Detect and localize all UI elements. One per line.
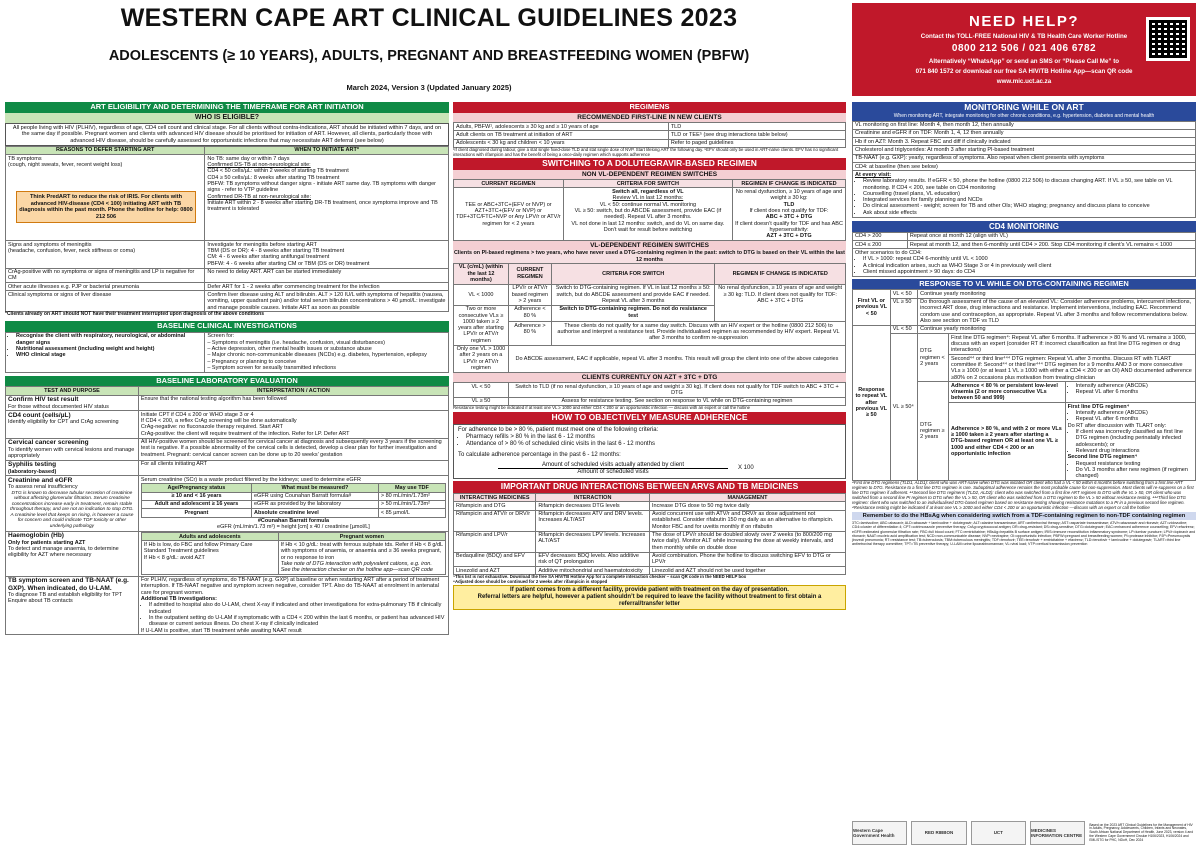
eligibility-title: ART ELIGIBILITY AND DETERMINING THE TIMEFRAME FOR ART INITIATION bbox=[5, 102, 449, 113]
resp-first: First VL or previous VL < 50 bbox=[853, 290, 891, 326]
hb-th1: Adults and adolescents bbox=[141, 533, 278, 541]
resp-rep: Response to repeat VL after previous VL ≥ 50 bbox=[853, 325, 891, 480]
resp-g1b: Continue yearly monitoring bbox=[918, 325, 1196, 333]
resp-f2a: VL ≥ 50 bbox=[890, 298, 917, 325]
resp-gt-b7: • Request resistance testing bbox=[1076, 461, 1193, 467]
monitoring-sub: When monitoring ART, integrate monitoring for other chronic conditions, e.g. hypertension, diabetes and mental health bbox=[852, 114, 1196, 121]
lab-hiv-rule: Ensure that the national testing algorithm has been followed bbox=[138, 395, 448, 411]
resp-gt-a2: • Repeat VL after 6 months bbox=[1076, 389, 1193, 395]
mon-7: At every visit: bbox=[855, 171, 892, 178]
page-subtitle: ADOLESCENTS (≥ 10 YEARS), ADULTS, PREGNANT AND BREASTFEEDING WOMEN (PBFW) bbox=[108, 48, 750, 64]
baseline-lab-title: BASELINE LABORATORY EVALUATION bbox=[5, 376, 449, 387]
vl-th1: VL (c/mL) (within the last 12 months) bbox=[454, 263, 509, 284]
creat-row2-c: > 50 mL/min/1.73m² bbox=[378, 500, 445, 508]
regimens-title: REGIMENS bbox=[453, 102, 846, 113]
reg-row3-a: Adolescents < 30 kg and children < 10 years bbox=[454, 139, 669, 147]
lab-col1: TEST AND PURPOSE bbox=[6, 387, 139, 395]
resp-dtg-lt2: DTG regimen < 2 years bbox=[918, 334, 949, 382]
vl-th2: CURRENT REGIMEN bbox=[508, 263, 551, 284]
switch-title: SWITCHING TO A DOLUTEGRAVIR-BASED REGIMEN bbox=[453, 158, 846, 170]
creat-th3: May use TDF bbox=[378, 484, 445, 492]
adherence-numerator: Amount of scheduled visits actually attended by client bbox=[498, 462, 728, 470]
resp-gt-b0: First line DTG regimen⁴ bbox=[1067, 403, 1130, 410]
baseline-lab-table bbox=[5, 386, 449, 635]
interaction-cell: Rifampicin decreases DTG levels bbox=[536, 502, 650, 510]
page-title: WESTERN CAPE ART CLINICAL GUIDELINES 2023 bbox=[120, 4, 738, 32]
adherence-t3: • Attendance of > 80 % of scheduled clinic visits in the last 6 - 12 months bbox=[466, 441, 841, 448]
resp-gt-b6: Second line DTG regimen⁴ bbox=[1067, 454, 1138, 461]
lab-cervical-rule: All HIV-positive women should be screened for cervical cancer at diagnosis and subsequently every 3 years if the screening test is negative. If a possible abnormality of the cervical cells is detected, develop a clear plan for further investigation and treatment. Pregnant: cervical cancer screen can be done up to 20 weeks’ gestation bbox=[138, 438, 448, 460]
qr-code-icon[interactable] bbox=[1146, 17, 1190, 61]
creat-row2-a: Adult and adolescent ≥ 16 years bbox=[141, 500, 251, 508]
clin-screen-2: – Symptoms of meningitis (i.e. headache, confusion, visual disturbances) bbox=[207, 339, 385, 346]
adherence-t4: To calculate adherence percentage in the past 6 - 12 months: bbox=[458, 451, 621, 458]
resp-f1a: VL < 50 bbox=[890, 290, 917, 298]
adherence-t1: For adherence to be > 80 %, patient must meet one of the following criteria: bbox=[458, 426, 659, 433]
vl-row2-b2: Adherence > 80 % bbox=[508, 322, 551, 345]
hb-preg-2: Take note of DTG interaction with polyvalent cations, e.g. iron. See the interaction checker on the hotline app—scan QR code bbox=[280, 560, 433, 574]
lab-col2: INTERPRETATION / ACTION bbox=[138, 387, 448, 395]
red-ribbon-logo: RED RIBBON bbox=[911, 821, 966, 845]
resp-g1a: VL < 50 bbox=[890, 325, 917, 333]
counahan-formula: eGFR (mL/min/1.73 m²) = height [cm] x 40 / creatinine [µmol/L] bbox=[217, 523, 370, 530]
cd4-rule-2: If CD4 < 200, a reflex CrAg screening will be done automatically bbox=[140, 418, 297, 425]
middle-column bbox=[453, 102, 846, 610]
creat-row1-b: eGFR using Counahan Barratt formula# bbox=[252, 492, 379, 500]
cd4-rule-1: Initiate CPT if CD4 ≤ 200 or WHO stage 3 or 4 bbox=[140, 411, 254, 418]
nonvl-c2e: VL not done in last 12 months: switch, and do VL on same day. Don’t wait for result before switching bbox=[571, 220, 725, 233]
vl-row2-c2: These clients do not qualify for a same day switch. Discuss with an HIV expert or the hotline (0800 212 506) to authorise and interpret a resistance test. Provide individualised regimen as recommended by HIV expert. Repeat VL after 3 months to confirm re-suppression bbox=[551, 322, 845, 345]
baseline-clin-table bbox=[5, 332, 449, 373]
help-url[interactable]: www.mic.uct.ac.za bbox=[996, 78, 1052, 86]
clin-screen-1: Screen for: bbox=[207, 333, 235, 340]
cd4-row2-a: CD4 ≤ 200 bbox=[853, 241, 908, 249]
help-phone[interactable]: 0800 212 506 / 021 406 6782 bbox=[951, 43, 1097, 55]
resp-gt-a: Adherence < 80 % or persistent low-level viraemia (2 or more consecutive VLs between 50 and 999) bbox=[949, 382, 1066, 403]
tb-rule-7: Initiate ART within 2 - 8 weeks after starting DR-TB treatment, once symptoms improve and TB treatment is tolerated bbox=[207, 199, 438, 213]
mon-6: CD4: at baseline (then see below) bbox=[853, 163, 1196, 171]
men-rule-3: CM: 4 - 6 weeks after starting antifungal treatment bbox=[207, 254, 330, 261]
vldep-sub: Clients on PI-based regimens > two years, who have never used a DTG-containing regimen in the past: switch to DTG is based on their VL within the last 12 months bbox=[454, 250, 845, 263]
version-label: March 2024, Version 3 (Updated January 2025) bbox=[346, 83, 512, 92]
lab-cervical: Cervical cancer screening bbox=[8, 439, 89, 447]
clin-item-1: • Recognise the client with respiratory, neurological, or abdominal danger signs bbox=[16, 333, 202, 346]
counahan-title: #Counahan Barratt formula bbox=[257, 517, 330, 524]
lab-hb: Haemoglobin (Hb) bbox=[8, 532, 64, 540]
cd4-other-2: • A clinical indication arises, such as WHO Stage 3 or 4 in previously well client bbox=[863, 263, 1193, 269]
tb-rule-6: Confirmed DR-TB at non-neurological site: bbox=[207, 193, 311, 200]
lab-hiv: Confirm HIV test result bbox=[8, 396, 79, 404]
vl-row1-d: No renal dysfunction, ≥ 10 years of age and weight ≥ 30 kg: TLD. If client does not qualify for TDF: ABC + 3TC + DTG bbox=[715, 284, 846, 321]
crag-reason: CrAg-positive with no symptoms or signs of meningitis and LP is negative for CM bbox=[6, 268, 205, 283]
lab-cervical-sub: To identify women with cervical lesions and manage appropriately bbox=[8, 446, 135, 459]
adherence-title: HOW TO OBJECTIVELY MEASURE ADHERENCE bbox=[453, 412, 846, 424]
tb-rule-5: PBFW: TB symptoms without danger signs - initiate ART same day. TB symptoms with danger signs - refer to VTP guideline bbox=[207, 181, 436, 194]
clin-item-2: • Nutritional assessment (including weight and height) bbox=[16, 346, 202, 352]
mon-3: Hb if on AZT: Month 3. Repeat FBC and diff if clinically indicated bbox=[853, 138, 1196, 146]
interaction-cell: Bedaquiline (BDQ) and EFV bbox=[454, 552, 536, 567]
interaction-cell: Rifampicin and ATV/r or DRV/r bbox=[454, 510, 536, 531]
azt-row2-a: VL ≥ 50 bbox=[454, 397, 509, 405]
interactions-title: IMPORTANT DRUG INTERACTIONS BETWEEN ARVS AND TB MEDICINES bbox=[453, 481, 846, 493]
vl-row1-b: LPV/r or ATV/r based regimen > 2 years bbox=[508, 284, 551, 305]
vl-row2-a: Two or more consecutive VLs ≥ 1000 taken ≥ 2 years after starting LPV/r or ATV/r regimen bbox=[454, 305, 509, 345]
cd4-row1-a: CD4 > 200 bbox=[853, 232, 908, 240]
vl-th4: REGIMEN IF CHANGE IS INDICATED bbox=[715, 263, 846, 284]
help-box bbox=[852, 3, 1196, 96]
interaction-row bbox=[454, 502, 846, 510]
vldep-table bbox=[453, 263, 846, 373]
cd4-other-1: • If VL > 1000: repeat CD4 6-monthly until VL < 1000 bbox=[863, 256, 1193, 262]
acute-rule: Defer ART for 1 - 2 weeks after commencing treatment for the infection bbox=[205, 283, 449, 291]
resp-gt-b3: Do RT after discussion with TLART only: bbox=[1067, 422, 1167, 429]
interaction-cell: Increase DTG dose to 50 mg twice daily bbox=[649, 502, 845, 510]
interaction-row bbox=[454, 531, 846, 552]
vl-row1-c: Switch to DTG-containing regimen. If VL in last 12 months ≥ 50: switch, but do ABCDE assessment and provide EAC if needed. Repeat VL after 3 months bbox=[551, 284, 714, 305]
lab-syphilis-rule: For all clients initiating ART bbox=[138, 460, 448, 476]
nonvl-c3d: ABC + 3TC + DTG bbox=[765, 214, 813, 221]
vldep-title: VL-DEPENDENT REGIMEN SWITCHES bbox=[453, 241, 846, 250]
interaction-cell: Rifampicin and LPV/r bbox=[454, 531, 536, 552]
azt-title: CLIENTS CURRENTLY ON AZT + 3TC + DTG bbox=[453, 373, 846, 382]
creat-table bbox=[141, 483, 446, 517]
men-rule-4: PBFW: 4 - 6 weeks after starting CM or TBM (DS or DR) treatment bbox=[207, 260, 370, 267]
resp-notes: ⁴First line DTG regimens (TLD1, ALD1): client who was ART-naïve when DTG was initiated OR client who had a VL < 50 within 6 months before switching from a first line ART regimen to DTG. Resistance to a first line DTG regimen is rare. Suboptimal adherence remains the most probable cause for non-suppression. Most clients will re-suppress on a first line DTG regimen if adherent. ⁴⁴Second line DTG regimens (TLD2, ALD2): client who was switched from a first line ART regimen to DTG with the VL ≥ 50, OR client who was switched from a second line PI regimen to DTG when the VL ≥ 50, OR client who was switched from a DTG regimen to the VL ≥ 50 without resistance testing. ⁴⁴⁴Third line DTG regimen: client who was switched to an individualised DTG-based regimen based on resistance testing showing resistance mutations to a PI in a previous second line regimen. ⁴Resistance testing might be indicated if at least one VL ≥ 1000 and either CD4 < 200 or an opportunistic infection —discuss with an expert or call the hotline bbox=[852, 480, 1194, 510]
tb-rule-3: CD4 < 50 cells/µL: within 2 weeks of starting TB treatment bbox=[207, 168, 349, 175]
acute-reason: Other acute illnesses e.g. PJP or bacterial pneumonia bbox=[6, 283, 205, 291]
regimens-table bbox=[453, 122, 846, 148]
mon-1: VL monitoring on first line: Month 4, then month 12, then annually bbox=[853, 121, 1196, 129]
resp-lt2: Second⁴⁴ or third line⁴⁴⁴ DTG regimen: Repeat VL after 3 months. Discuss RT with TLART committee if: Second⁴⁴ or third line⁴⁴⁴ DTG regimen for ≥ 9 months AND 3 or more consecutive VLs ≥ 1000 (or at least 1 VL ≥ 1000 with either a CD4 < 200 or an OI) AND documented adherence ≥80% on 2 occasions plus motivation from treating clinician bbox=[949, 355, 1196, 382]
referral-2: Referral letters are helpful, however a patient shouldn’t be required to leave the facility without treatment to first obtain a referral/transfer letter bbox=[477, 594, 822, 608]
interaction-cell: Rifampicin and DTG bbox=[454, 502, 536, 510]
interaction-cell: Rifampicin decreases LPV levels. Increases ALT/AST bbox=[536, 531, 650, 552]
nonvl-c2b: Review VL in last 12 months: bbox=[612, 195, 684, 202]
help-title: NEED HELP? bbox=[968, 13, 1079, 30]
resp-f2b: Do thorough assessment of the cause of an elevated VL: Consider adherence problems, intercurrent infections, incorrect ART dose, drug interactions and resistance. Implement interventions, including EAC. Recommend condom use and contraception, as appropriate. Repeat VL after 3 months and follow recommendations below. Also see section on TDF vs TLD bbox=[918, 298, 1196, 325]
hb-adult-1: If Hb is low, do FBC and follow Primary Care Standard Treatment guidelines bbox=[143, 541, 253, 555]
nonvl-c2c: VL < 50: continue normal VL monitoring bbox=[599, 201, 697, 208]
lab-tb-sub: To diagnose TB and establish eligibility for TPT bbox=[8, 591, 123, 598]
clin-screen-4: – Major chronic non-communicable diseases (NCDs) e.g. diabetes, hypertension, epilepsy bbox=[207, 352, 427, 359]
regimens-sub: RECOMMENDED FIRST-LINE IN NEW CLIENTS bbox=[453, 113, 846, 122]
nonvl-c3e: If client doesn’t qualify for TDF and has ABC hypersensitivity: bbox=[735, 220, 843, 233]
vl-row1-a: VL < 1000 bbox=[454, 284, 509, 305]
reg-row3-b: Refer to paged guidelines bbox=[668, 139, 845, 147]
resp-gt-b8: • Do VL 3 months after new regimen (if regimen changed) bbox=[1076, 467, 1193, 480]
resp-gt-b1: • Intensify adherence (ABCDE) bbox=[1076, 410, 1193, 416]
resp-gt-b2: • Repeat VL after 6 months bbox=[1076, 416, 1193, 422]
int-th3: MANAGEMENT bbox=[649, 494, 845, 502]
azt-footnote: Resistance testing might be indicated if at least one VL ≥ 1000 and either CD4 < 200 or an opportunistic infection — discuss with an expert or call the hotline bbox=[453, 405, 751, 411]
logos-strip bbox=[852, 818, 1196, 848]
lab-cd4-sub: Identify eligibility for CPT and CrAg screening bbox=[8, 419, 119, 426]
azt-table bbox=[453, 382, 846, 406]
men-reason: Signs and symptoms of meningitis bbox=[8, 241, 92, 248]
defer-table bbox=[5, 146, 449, 312]
creat-row2-b: eGFR as provided by the laboratory bbox=[252, 500, 379, 508]
mon-12: • Ask about side effects bbox=[863, 210, 1193, 216]
cd4-rule-4: CrAg-positive: the client will require treatment of the infection. Refer for LP. Defer ART bbox=[140, 430, 350, 437]
tb-lab-1: For PLHIV, regardless of symptoms, do TB-NAAT (e.g. GXP) at baseline or when restarting ART after a period of treatment interruption. If TB-NAAT negative and symptom screen negative, consider TPT. Also do TB-NAAT at enrolment in antenatal care for pregnant women. bbox=[140, 577, 440, 596]
interaction-row bbox=[454, 510, 846, 531]
interaction-cell: Linezolid and AZT should not be used together bbox=[649, 567, 845, 575]
mon-5: TB-NAAT (e.g. GXP): yearly, regardless of symptoms. Also repeat when client presents with symptoms bbox=[853, 154, 1196, 162]
lab-cd4: CD4 count (cells/µL) bbox=[8, 411, 71, 419]
vl-row2-b1: Adherence < 80 % bbox=[508, 305, 551, 321]
int-foot1: ⁵This list is not exhaustive. Download the free SA HIV/TB Hotline App for a complete interaction checker – scan QR code in the NEED HELP box bbox=[453, 574, 747, 580]
vl-row3-a: Only one VL > 1000 after 2 years on a LPV/r or ATV/r regimen bbox=[454, 345, 509, 372]
cd4-row2-b: Repeat at month 12, and then 6-monthly until CD4 > 200. Stop CD4 monitoring if client’s VL remains < 1000 bbox=[907, 241, 1195, 249]
adherence-times: X 100 bbox=[738, 465, 754, 472]
clin-screen-5: – Pregnancy or planning to conceive bbox=[207, 358, 297, 365]
cd4-rule-3: CrAg-negative: no fluconazole therapy required. Start ART bbox=[140, 424, 283, 431]
baseline-clin-title: BASELINE CLINICAL INVESTIGATIONS bbox=[5, 321, 449, 332]
tb-lab-5: If U-LAM is positive, start TB treatment while awaiting NAAT result bbox=[140, 627, 302, 634]
vl-th3: CRITERIA FOR SWITCH bbox=[551, 263, 714, 284]
interaction-cell: Avoid concurrent use with ATV/r and DRV/r as dose adjustment not established. Consider rifabutin 150 mg daily as an alternative to rifampicin. Monitor FBC and for uveitis monthly if on rifabutin bbox=[649, 510, 845, 531]
reg-row2-a: Adult clients on TB treatment at initiation of ART bbox=[454, 131, 669, 139]
interaction-cell: Rifampicin decreases ATV and DRV levels. Increases ALT/AST bbox=[536, 510, 650, 531]
nonvl-c3c: If client does not qualify for TDF: bbox=[749, 207, 829, 214]
mon-10: • Integrated services for family planning and NCDs bbox=[863, 197, 1193, 203]
creat-rule: Serum creatinine (SCr) is a waste product filtered by the kidneys; used to determine eGFR bbox=[140, 476, 361, 483]
eligibility-section bbox=[5, 102, 449, 635]
tb-reason-sub: (cough, night sweats, fever, recent weight loss) bbox=[8, 162, 123, 169]
monitoring-table bbox=[852, 121, 1196, 218]
nonvl-th1: CURRENT REGIMEN bbox=[454, 180, 564, 188]
tb-rule-1: No TB: same day or within 7 days bbox=[207, 155, 290, 162]
right-column bbox=[852, 102, 1196, 546]
lab-creatinine-sub: To assess renal insufficiency bbox=[8, 484, 78, 491]
int-foot2: ⁶Adjusted dose should be continued for 2 weeks after rifampicin is stopped bbox=[453, 579, 608, 585]
adherence-denominator: Amount of scheduled visits bbox=[577, 469, 649, 476]
mon-4: Cholesterol and triglycerides: At month 3 after starting PI-based treatment bbox=[853, 146, 1196, 154]
who-eligible-title: WHO IS ELIGIBLE? bbox=[5, 113, 449, 123]
tb-reason: TB symptoms bbox=[8, 155, 42, 162]
lab-hiv-sub: For those without documented HIV status bbox=[8, 403, 109, 410]
cd4-table bbox=[852, 232, 1196, 277]
creat-row3-b: Absolute creatinine level bbox=[252, 509, 379, 517]
interaction-cell: Linezolid and AZT bbox=[454, 567, 536, 575]
creat-th2: What must be measured? bbox=[252, 484, 379, 492]
lab-creatinine-note: DTG is known to decrease tubular secretion of creatinine without affecting glomerular filtration. Serum creatinine concentrations increase early in treatment, remain stable throughout therapy, and are not an indication to stop DTG. A creatinine level that keeps on rising, is however a cause for concern and could indicate TDF toxicity or other underlying pathology bbox=[10, 490, 134, 529]
help-line2: Alternatively “WhatsApp” or send an SMS or “Please Call Me” to bbox=[928, 57, 1120, 65]
lab-syphilis-sub: (laboratory-based) bbox=[8, 468, 57, 475]
hb-th2: Pregnant women bbox=[278, 533, 445, 541]
clin-item-3: • WHO clinical stage bbox=[16, 352, 202, 358]
tb-rule-4: CD4 ≥ 50 cells/µL: 8 weeks after starting TB treatment bbox=[207, 174, 340, 181]
liver-rule: Confirm liver disease using ALT and bilirubin. ALT > 120 IU/L with symptoms of hepatitis (nausea, vomiting, upper quadrant pain) and/or total serum bilirubin concentrations > 40 µmol/L: investigate and manage possible causes. Initiate ART as soon as possible bbox=[205, 291, 449, 312]
interaction-cell: The dose of LPV/r should be doubled slowly over 2 weeks (to 800/200 mg twice daily). Monitor ALT while increasing the dose at weekly intervals, and then monthly while on double dose bbox=[649, 531, 845, 552]
adherence-t2: • Pharmacy refills > 80 % in the last 6 - 12 months bbox=[466, 434, 841, 441]
adherence-box bbox=[453, 424, 846, 479]
tb-lab-3: • If admitted to hospital also do U-LAM, chest X-ray if indicated and other investigations for extra-pulmonary TB if clinically indicated bbox=[149, 602, 446, 615]
eligibility-footnote: *Clients already on ART should NOT have their treatment interrupted upon diagnosis of the above conditions bbox=[5, 311, 265, 318]
response-table bbox=[852, 289, 1196, 481]
creat-row3-a: Pregnant bbox=[141, 509, 251, 517]
resp-gt-a1: • Intensify adherence (ABCDE) bbox=[1076, 383, 1193, 389]
nonvl-current: TEE or ABC+3TC+(EFV or NVP) or AZT+3TC+(EFV or NVP) or TDF+3TC/FTC+NVP or Any LPV/r or ATV/r regimen for < 2 years bbox=[454, 188, 564, 241]
interaction-cell: EFV decreases BDQ levels. Also additive risk of QT prolongation bbox=[536, 552, 650, 567]
nonvl-c3f: AZT + 3TC + DTG bbox=[766, 233, 812, 240]
wcg-logo: Western Cape Government Health bbox=[852, 821, 907, 845]
mon-11: • Do clinical assessment - weight; screen for TB and other OIs; WHO staging; pregnancy and discuss plans to conceive bbox=[863, 203, 1193, 209]
men-rule-1: Investigate for meningitis before starting ART bbox=[207, 241, 317, 248]
lab-tb-contacts: Enquire about TB contacts bbox=[8, 598, 73, 605]
help-line3: 071 840 1572 or download our free SA HIV/TB Hotline App—scan QR code bbox=[915, 68, 1133, 75]
help-line1: Contact the TOLL-FREE National HIV & TB Health Care Worker Hotline bbox=[920, 33, 1128, 41]
resp-gt-b4: • If client was incorrectly classified as first line DTG regimen (including perinatally infected adolescents); or bbox=[1076, 429, 1193, 448]
tb-rule-2: Confirmed DS-TB at non-neurological site: bbox=[207, 162, 311, 169]
resp-f1b: Continue yearly monitoring bbox=[918, 290, 1196, 298]
tb-lab-2: Additional TB investigations: bbox=[140, 595, 217, 602]
uct-logo: UCT bbox=[971, 821, 1026, 845]
reg-row1-b: TLD bbox=[668, 123, 845, 131]
resp-g2a: VL ≥ 50⁴ bbox=[890, 334, 917, 481]
azt-row1-b: Switch to TLD (if no renal dysfunction, ≥ 10 years of age and weight ≥ 30 kg). If client does not qualify for TDF switch to ABC + 3TC + DTG bbox=[508, 383, 845, 398]
nonvl-c2d: VL ≥ 50: switch, but do ABCDE assessment, provide EAC (if needed). Repeat VL after 3 months. bbox=[574, 207, 722, 221]
response-title: RESPONSE TO VL WHILE ON DTG-CONTAINING REGIMEN bbox=[852, 279, 1196, 290]
nonvl-title: NON VL-DEPENDENT REGIMEN SWITCHES bbox=[453, 170, 846, 179]
interactions-table bbox=[453, 493, 846, 575]
clin-screen-6: – Symptom screen for sexually transmitted infections bbox=[207, 364, 337, 371]
monitoring-title: MONITORING WHILE ON ART bbox=[852, 102, 1196, 114]
int-th1: INTERACTING MEDICINES bbox=[454, 494, 536, 502]
nonvl-c3b: TLD bbox=[783, 201, 795, 208]
men-rule-2: TBM (DS or DR): 4 - 8 weeks after starting TB treatment bbox=[207, 248, 345, 255]
creat-th1: Age/Pregnancy status bbox=[141, 484, 251, 492]
resp-gt-b5: • Relevant drug interactions bbox=[1076, 448, 1193, 454]
abbreviations: 3TC=lamivudine; ABC=abacavir; ALD=abacavir + lamivudine + dolutegravir; ALT=alanine transaminase; ART=antiretroviral therapy; AST=aspartate transaminase; ATV/r=atazanavir and ritonavir; AZT=zidovudine; CD4=cluster of differentiation 4; CPT=cotrimoxazole preventive therapy; CrAg=cryptococcal antigen; DR=drug-resistant; DS=drug-sensitive; DTG=dolutegravir; EAC=enhanced adherence counselling; EFV=efavirenz; eGFR=estimated glomerular filtration rate; FBC=full blood count; FTC=emtricitabine; HBsAg=hepatitis B surface antigen; IRIS=immune reconstitution inflammatory syndrome; LP=lumbar puncture; LPV/r=lopinavir and ritonavir; NAAT=nucleic acid amplification test; NCD=non-communicable disease; NVP=nevirapine; OI=opportunistic infection; PBFW=pregnant and breastfeeding women; PI=protease inhibitor; PJP=Pneumocystis jirovecii pneumonia; RT=resistance test; TB=tuberculosis; TBM=tuberculous meningitis; TDF=tenofovir; TEE=tenofovir + emtricitabine + efavirenz; TLD=tenofovir + lamivudine + dolutegravir; TLART=third line antiretroviral therapy committee; TPT=TB preventive therapy; U-LAM=urine lipoarabinomannan; VL=viral load; VTP=vertical transmission prevention bbox=[852, 521, 1196, 546]
crag-rule: No need to delay ART. ART can be started immediately bbox=[205, 268, 449, 283]
lab-syphilis: Syphilis testing bbox=[8, 461, 57, 469]
resp-gt-b: Adherence > 80 %, and with 2 or more VLs ≥ 1000 taken ≥ 2 years after starting a DTG-based regimen OR at least one VL ≥ 1000 and either CD4 < 200 or an opportunistic infection bbox=[949, 403, 1066, 481]
regimens-note: ¹If client diagnosed during labour, give a stat single fixed-dose TLD and stat single dose of NVP. Start lifelong ART the following day. ⁵EFV should only be used in ART-naïve clients. EFV has no significant interactions with rifampicin and has the benefit of being a once-daily regimen which supports adherence bbox=[453, 147, 839, 157]
cd4-other-3: • Client missed appointment > 90 days: do CD4 bbox=[863, 269, 1193, 275]
hb-table bbox=[141, 532, 446, 575]
men-reason-sub: (headache, confusion, fever, neck stiffness or coma) bbox=[8, 248, 136, 255]
nonvl-th2: CRITERIA FOR SWITCH bbox=[563, 180, 732, 188]
azt-row2-b: Assess for resistance testing. See section on response to VL while on DTG-containing regimen bbox=[508, 397, 845, 405]
predart-callout: Think PredART to reduce the risk of IRIS. For clients with advanced HIV-disease (CD4 < 100) initiating ART with TB diagnosis within the past month. Phone the hotline for help: 0800 212 506 bbox=[16, 191, 196, 223]
cd4-title: CD4 MONITORING bbox=[852, 221, 1196, 232]
reg-row2-b: TLD or TEE⁵ (see drug interactions table below) bbox=[668, 131, 845, 139]
who-eligible-text: All people living with HIV (PLHIV), regardless of age, CD4 cell count and clinical stage. For all clients without contra-indications, ART should be initiated within 7 days, and on the same day if possible. Pregnant women and clients with advanced HIV disease should be prioritised for initiation of ART. However, all clients, particularly those with advanced HIV disease, should be carefully assessed for opportunistic infections that may necessitate ART deferral (see below) bbox=[5, 123, 449, 146]
lab-hb-sub: Only for patients starting AZT bbox=[8, 539, 86, 546]
defer-col1: REASONS TO DEFER STARTING ART bbox=[6, 146, 205, 154]
liver-reason: Clinical symptoms or signs of liver disease bbox=[6, 291, 205, 312]
interaction-row bbox=[454, 552, 846, 567]
nonvl-c2a: Switch all, regardless of VL bbox=[612, 188, 684, 195]
cd4-other: Other scenarios to do CD4: bbox=[855, 249, 922, 256]
creat-row1-c: > 80 mL/min/1.73m² bbox=[378, 492, 445, 500]
hbsag-box: Remember to do the HBsAg when considering switch from a TDF-containing regimen to non-TDF containing regimen bbox=[852, 512, 1196, 521]
referral-box bbox=[453, 585, 846, 610]
clin-screen-3: – Active depression, other mental health issues or substance abuse bbox=[207, 345, 372, 352]
resp-dtg-gt2: DTG regimen ≥ 2 years bbox=[918, 382, 949, 481]
referral-1: If patient comes from a different facility, provide patient with treatment on the day of presentation. bbox=[510, 587, 789, 594]
cd4-row1-b: Repeat once at month 12 (align with VL) bbox=[907, 232, 1195, 240]
mic-logo: MEDICINES INFORMATION CENTRE bbox=[1030, 821, 1085, 845]
lab-creatinine: Creatinine and eGFR bbox=[8, 476, 73, 484]
nonvl-table bbox=[453, 179, 846, 241]
reg-row1-a: Adults, PBFW¹, adolescents ≥ 30 kg and ≥ 10 years of age bbox=[454, 123, 669, 131]
hb-adult-2: If Hb < 8 g/dL: avoid AZT bbox=[143, 554, 205, 561]
mon-8: • Review laboratory results. If eGFR < 50, phone the hotline (0800 212 506) to discuss changing ART. If VL ≥ 50, see table on VL monitoring. If CD4 < 200, see table on CD4 monitoring bbox=[863, 178, 1193, 191]
defer-col2: WHEN TO INITIATE ART* bbox=[205, 146, 449, 154]
nonvl-th3: REGIMEN IF CHANGE IS INDICATED bbox=[733, 180, 846, 188]
credit-text: Based on the 2023 ART Clinical Guidelines for the Management of HIV in Adults, Pregnancy, Adolescents, Children, Infants and Neonates, South African National Department of Health, June 2023, version 4 and the Western Cape Government Circular H106/2023, H106/2024 and EML/STG for PHC, NDoH, Dec 2024 bbox=[1089, 822, 1194, 842]
interaction-cell: Additive mitochondrial and haematotoxicity bbox=[536, 567, 650, 575]
mon-2: Creatinine and eGFR if on TDF: Month 1, 4, 12 then annually bbox=[853, 129, 1196, 137]
nonvl-c3a: No renal dysfunction, ≥ 10 years of age and weight ≥ 30 kg: bbox=[735, 188, 843, 202]
creat-row1-a: ≥ 10 and < 16 years bbox=[141, 492, 251, 500]
mon-9: • Counselling (travel plans, VL education) bbox=[863, 191, 1193, 197]
resp-lt1: First line DTG regimen⁴: Repeat VL after 6 months. If adherence > 80 % and VL remains ≥ 1000, discuss with an expert (consider RT if: incorrect classification as first line DTG regimen or drug interactions) bbox=[949, 334, 1196, 355]
interaction-cell: Avoid combination. Phone the hotline to discuss switching EFV to DTG or LPV/r bbox=[649, 552, 845, 567]
creat-row3-c: < 85 µmol/L bbox=[378, 509, 445, 517]
lab-hb-purpose: To detect and manage anaemia, to determine eligibility for AZT where necessary bbox=[8, 545, 119, 559]
hb-preg-1: If Hb < 10 g/dL: treat with ferrous sulphate tds. Refer if Hb < 8 g/dL with symptoms of anaemia, or anaemia and ≥ 36 weeks pregnant, or no response to iron bbox=[280, 541, 443, 561]
vl-row2-c1: Switch to DTG-containing regimen. Do not do resistance test bbox=[551, 305, 714, 321]
tb-lab-4: • In the outpatient setting do U-LAM if symptomatic with a CD4 < 200 within the last 6 months, or patient has advanced HIV disease or current serious illness. Do chest X-ray if clinically indicated bbox=[149, 615, 446, 628]
int-th2: INTERACTION bbox=[536, 494, 650, 502]
azt-row1-a: VL < 50 bbox=[454, 383, 509, 398]
lab-tb: TB symptom screen and TB-NAAT (e.g. GXP). When indicated, do U-LAM. bbox=[8, 577, 129, 592]
vl-row3-c: Do ABCDE assessment, EAC if applicable, repeat VL after 3 months. This result will group the client into one of the above categories bbox=[508, 345, 845, 372]
